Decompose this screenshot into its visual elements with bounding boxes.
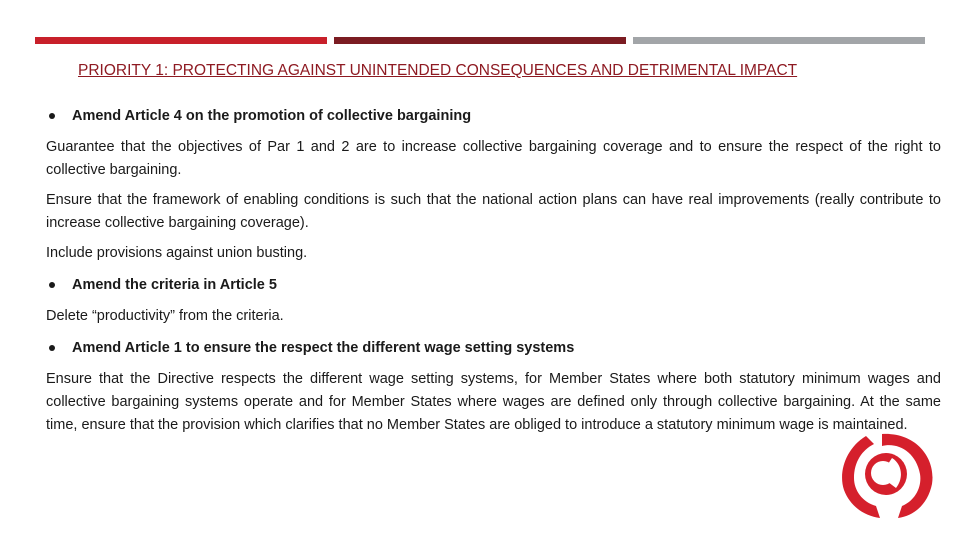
decor-bar-grey <box>633 37 925 44</box>
bullet-dot-icon <box>49 345 55 351</box>
bullet-dot-icon <box>49 282 55 288</box>
bullet-text: Amend the criteria in Article 5 <box>72 277 277 293</box>
bullet-article-5 <box>46 275 941 295</box>
slide-content <box>46 106 941 444</box>
paragraph: Guarantee that the objectives of Par 1 and 2 are to increase collective bargaining coverage and to ensure the respect of the right to collective bargaining. <box>46 139 941 178</box>
bullet-dot-icon <box>49 113 55 119</box>
decor-bar-red <box>35 37 327 44</box>
bullet-article-4 <box>46 106 941 126</box>
bullet-text: Amend Article 1 to ensure the respect the different wage setting systems <box>72 340 575 356</box>
paragraph: Ensure that the framework of enabling conditions is such that the national action plans can have real improvements (really contribute to increase collective bargaining coverage). <box>46 192 941 231</box>
red-swirl-logo-icon <box>836 428 936 520</box>
paragraph: Delete “productivity” from the criteria. <box>46 308 284 324</box>
paragraph: Include provisions against union busting. <box>46 245 308 261</box>
slide-title: PRIORITY 1: PROTECTING AGAINST UNINTENDED CONSEQUENCES AND DETRIMENTAL IMPACT <box>78 62 798 79</box>
paragraph: Ensure that the Directive respects the different wage setting systems, for Member States where both statutory minimum wages and collective bargaining systems operate and for Member States where wages are defined only through collective bargaining. At the same time, ensure that the provision which clarifies that no Member States are obliged to introduce a statutory minimum wage is maintained. <box>46 371 941 433</box>
decor-bar-dark-red <box>334 37 626 44</box>
bullet-article-1 <box>46 338 941 358</box>
bullet-text: Amend Article 4 on the promotion of collective bargaining <box>72 108 472 124</box>
